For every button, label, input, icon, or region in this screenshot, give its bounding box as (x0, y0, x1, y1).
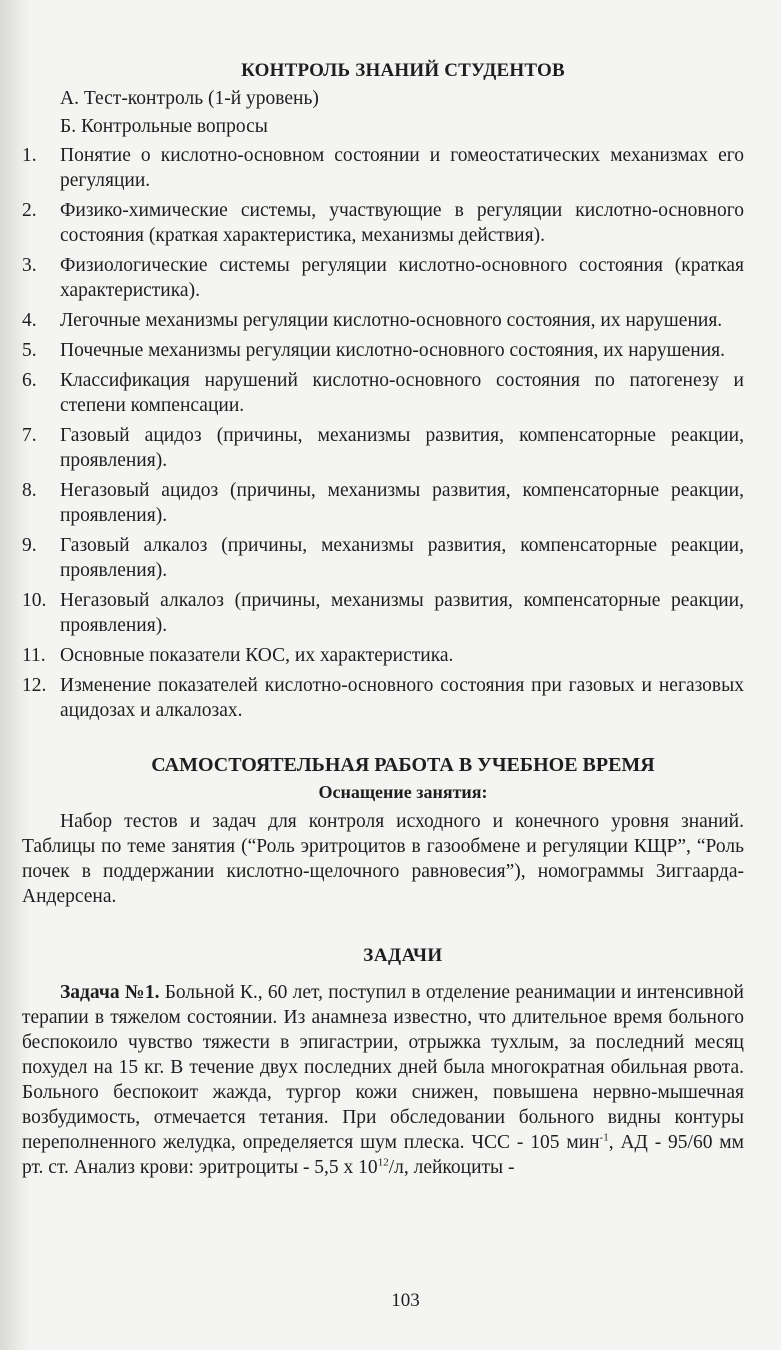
list-item: 5. Почечные механизмы регуляции кислотно-основного состояния, их нарушения. (22, 340, 725, 361)
task-1-sup-a: -1 (599, 1131, 609, 1144)
list-item: 10. Негазовый алкалоз (причины, механизмы развития, компенсаторные реакции, проявления). (22, 590, 744, 636)
list-item: 3. Физиологические системы регуляции кислотно-основного состояния (краткая характеристика). (22, 255, 744, 301)
list-item: 1. Понятие о кислотно-основном состоянии и гомеостатических механизмах его регуляции. (22, 145, 744, 191)
equipment-paragraph: Набор тестов и задач для контроля исходного и конечного уровня знаний. Таблицы по теме занятия (“Роль эритроцитов в газообмене и регуляции КЩР”, “Роль почек в поддержании кислотно-щелочного равновесия”), номограммы Зиггаарда-Андерсена. (22, 811, 744, 907)
control-questions-line: Б. Контрольные вопросы (60, 116, 268, 137)
page-number: 103 (391, 1290, 420, 1311)
list-item: 11. Основные показатели КОС, их характеристика. (22, 645, 454, 666)
task-1-sup-b: 12 (377, 1156, 389, 1169)
page-content (22, 58, 744, 1180)
tasks-title: ЗАДАЧИ (363, 945, 443, 966)
list-item: 9. Газовый алкалоз (причины, механизмы развития, компенсаторные реакции, проявления). (22, 535, 744, 581)
list-item: 8. Негазовый ацидоз (причины, механизмы развития, компенсаторные реакции, проявления). (22, 480, 744, 526)
task-1-paragraph (22, 980, 744, 1180)
task-1-text-b: , АД - 95/60 мм рт. ст. Анализ крови: эритроциты - 5,5 x 10 (22, 1132, 744, 1178)
list-item: 12. Изменение показателей кислотно-основного состояния при газовых и негазовых ацидозах и алкалозах. (22, 675, 744, 721)
task-1-text-a: Больной К., 60 лет, поступил в отделение реанимации и интенсивной терапии в тяжелом состоянии. Из анамнеза известно, что длительное время больного беспокоило чувство тяжести в эпигастрии, отрыжка тухлым, за последний месяц похудел на 15 кг. В течение двух последних дней была многократная обильная рвота. Больного беспокоит жажда, тургор кожи снижен, повышена нервно-мышечная возбудимость, отмечается тетания. При обследовании больного видны контуры переполненного желудка, определяется шум плеска. ЧСС - 105 мин (22, 982, 744, 1153)
list-item: 7. Газовый ацидоз (причины, механизмы развития, компенсаторные реакции, проявления). (22, 425, 744, 471)
test-control-line: А. Тест-контроль (1-й уровень) (60, 88, 319, 109)
list-item: 4. Легочные механизмы регуляции кислотно-основного состояния, их нарушения. (22, 310, 723, 331)
equipment-subtitle: Оснащение занятия: (318, 782, 488, 802)
control-heading: КОНТРОЛЬ ЗНАНИЙ СТУДЕНТОВ (241, 60, 565, 81)
task-1-text-c: /л, лейкоциты - (388, 1157, 515, 1178)
list-item: 6. Классификация нарушений кислотно-основного состояния по патогенезу и степени компенсации. (22, 370, 744, 416)
list-item: 2. Физико-химические системы, участвующие в регуляции кислотно-основного состояния (краткая характеристика, механизмы действия). (22, 200, 744, 246)
independent-work-title: САМОСТОЯТЕЛЬНАЯ РАБОТА В УЧЕБНОЕ ВРЕМЯ (151, 754, 655, 776)
task-1-label: Задача №1. (60, 982, 160, 1003)
questions-list (22, 143, 744, 723)
